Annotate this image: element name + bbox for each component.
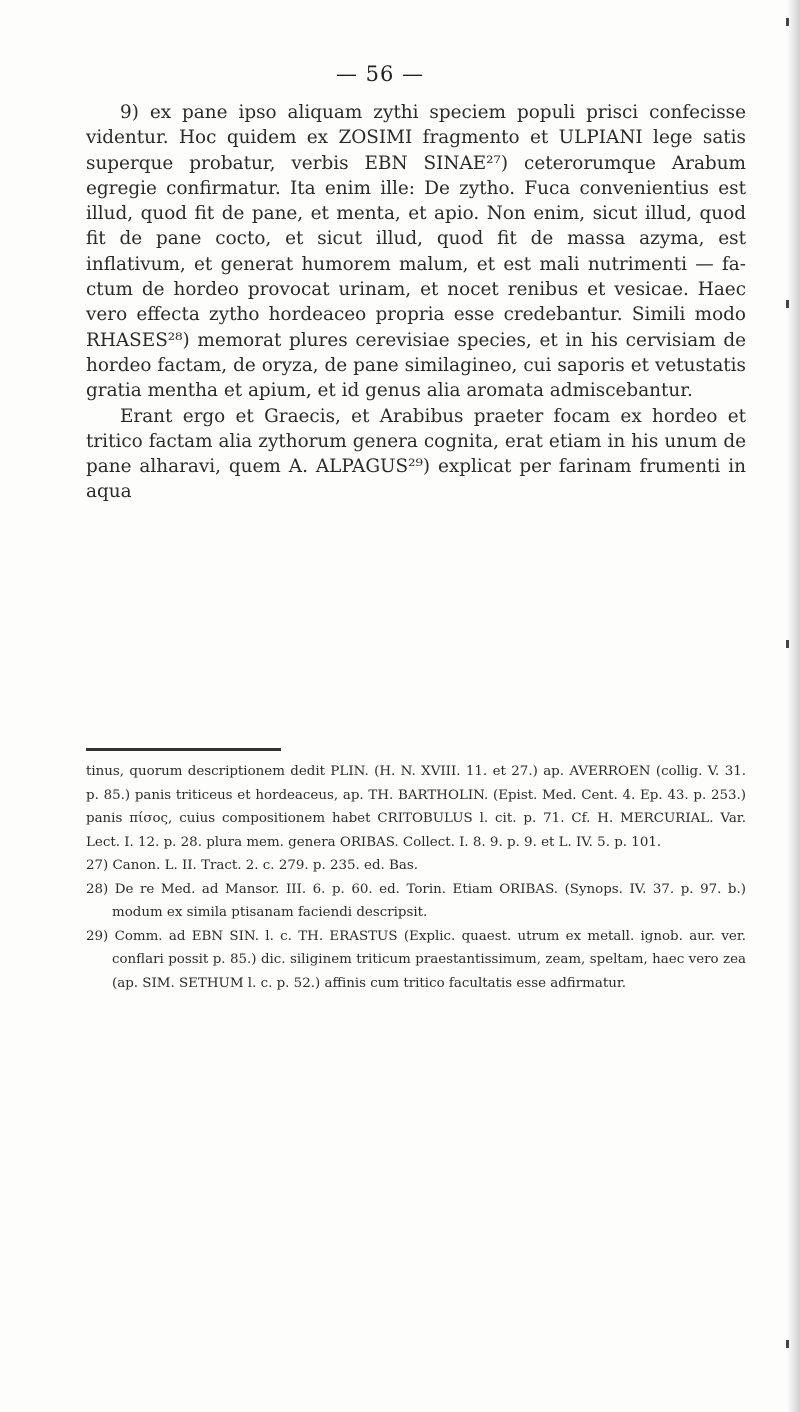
footnote-28: 28) De re Med. ad Mansor. III. 6. p. 60. ed. Torin. Etiam ORIBAS. (Synops. IV. 37. p. 97. b.) modum ex simila ptisanam faciendi descripsit. (86, 881, 746, 920)
footnote-continuation: tinus, quorum descriptionem dedit PLIN. (H. N. XVIII. 11. et 27.) ap. AVERROEN (collig. V. 31. p. 85.) panis triticeus et hordeaceus, ap. TH. BARTHOLIN. (Epist. Med. Cent. 4. Ep. 43. p. 253.) panis πίσος, cuius compositionem habet CRITOBULUS l. cit. p. 71. Cf. H. MERCURIAL. Var. Lect. I. 12. p. 28. plura mem. genera ORIBAS. Collect. I. 8. 9. p. 9. et L. IV. 5. p. 101. (86, 764, 746, 850)
edge-mark (786, 300, 789, 308)
footnote-rule (86, 748, 281, 751)
page-edge-shadow (786, 0, 800, 1412)
footnote-29: 29) Comm. ad EBN SIN. l. c. TH. ERASTUS (Explic. quaest. utrum ex metall. ignob. aur. ver. conflari possit p. 85.) dic. siliginem triticum praestantissimum, zeam, speltam, haec vero zea (ap. SIM. SETHUM l. c. p. 52.) affinis cum tritico facultatis esse adfirmatur. (86, 928, 746, 991)
paragraph-erant: Erant ergo et Graecis, et Arabibus praeter focam ex hordeo et tritico factam alia zythorum genera cognita, erat etiam in his unum de pane alharavi, quem A. ALPAGUS²⁹) explicat per farinam frumenti in aqua (86, 405, 746, 503)
edge-mark (786, 1340, 789, 1348)
edge-mark (786, 640, 789, 648)
page-number: — 56 — (335, 62, 425, 86)
main-text (86, 100, 746, 505)
paragraph-9: 9) ex pane ipso aliquam zythi speciem populi prisci confecisse videntur. Hoc quidem ex ZOSIMI fragmento et ULPIANI lege satis superque probatur, verbis EBN SINAE²⁷) ceterorumque Arabum egregie confirmatur. Ita enim ille: De zytho. Fuca convenientius est illud, quod fit de pane, et menta, et apio. Non enim, sicut illud, quod fit de pane cocto, et sicut illud, quod fit de massa azyma, est inflativum, et generat humorem malum, et est mali nutrimenti — factum de hordeo provocat urinam, et nocet renibus et vesicae. Haec vero effecta zytho hordeaceo propria esse credebantur. Simili modo RHASES²⁸) memorat plures cerevisiae species, et in his cervisiam de hordeo factam, de oryza, de pane similagineo, cui saporis et vetustatis gratia mentha et apium, et id genus alia aromata admiscebantur. (86, 102, 746, 402)
footnotes (86, 760, 746, 995)
footnote-27: 27) Canon. L. II. Tract. 2. c. 279. p. 235. ed. Bas. (86, 858, 419, 873)
edge-mark (786, 18, 789, 26)
